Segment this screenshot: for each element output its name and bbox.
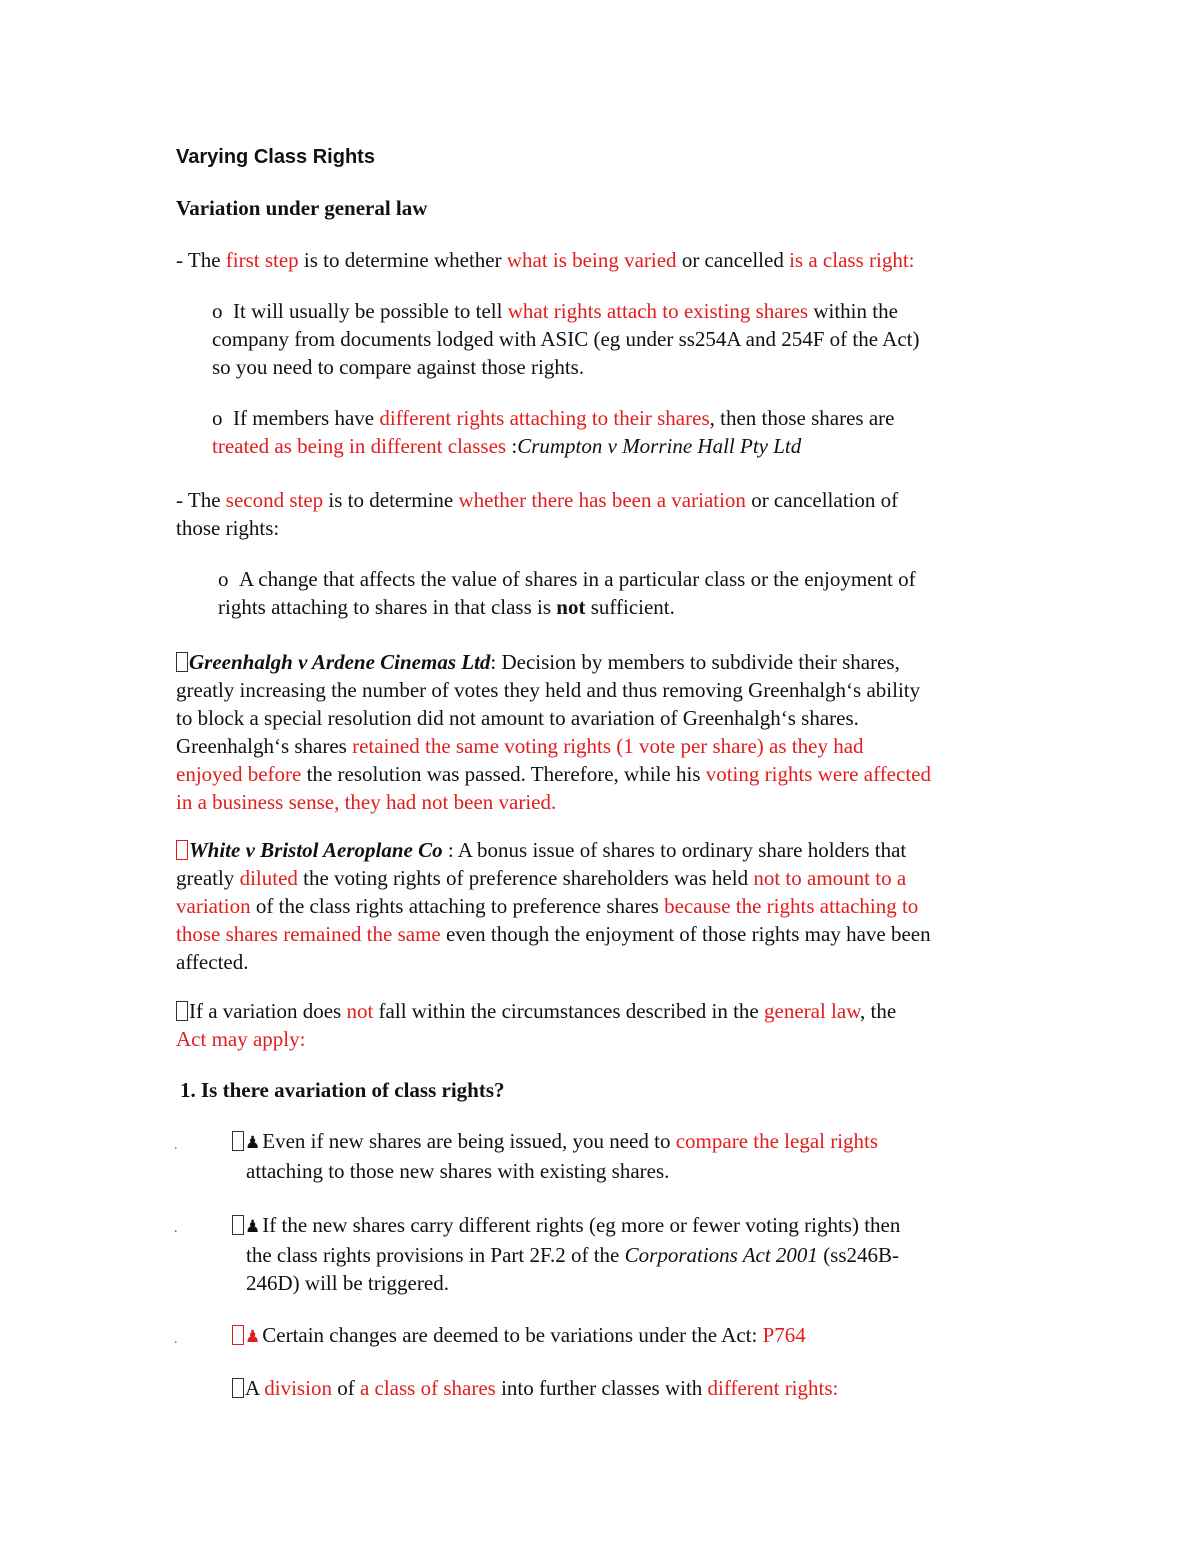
text-run: It will usually be possible to tell	[233, 299, 508, 323]
highlight-run: first step	[225, 248, 299, 272]
sub-bullet-rights-docs	[212, 297, 920, 381]
bullet-deemed-variations	[246, 1321, 806, 1351]
highlight-run: what rights attach to existing shares	[507, 299, 809, 323]
flag-bullet-icon: ♟	[245, 1217, 261, 1236]
stray-dot: .	[174, 1332, 178, 1347]
text-run: : Decision by members to subdivide their shares,	[490, 650, 900, 674]
bullet-different-rights-triggered	[246, 1211, 900, 1297]
highlight-run: compare the legal rights	[675, 1129, 879, 1153]
highlight-run: retained the same voting rights (1 vote per share) as they had	[352, 734, 864, 758]
flag-bullet-icon: ♟	[245, 1133, 261, 1152]
text-run: , then those shares are	[709, 406, 895, 430]
missing-glyph-icon	[232, 1131, 244, 1151]
text-run: :	[908, 248, 915, 272]
case-greenhalgh	[176, 648, 931, 816]
highlight-run: different rights attaching to their shares	[379, 406, 710, 430]
text-run: within the	[808, 299, 898, 323]
circle-bullet-marker: o	[218, 567, 229, 591]
text-run: - The	[176, 248, 226, 272]
text-line: those rights:	[176, 516, 280, 540]
missing-glyph-icon	[232, 1378, 244, 1398]
case-white-bristol	[176, 836, 931, 976]
text-run: :	[832, 1376, 839, 1400]
text-run: of the class rights attaching to preference shares	[250, 894, 665, 918]
highlight-run: different rights	[707, 1376, 833, 1400]
section-number: 1.	[180, 1078, 196, 1102]
text-run: : A bonus issue of shares to ordinary share holders that	[442, 838, 907, 862]
circle-bullet-marker: o	[212, 406, 223, 430]
circle-bullet-marker: o	[212, 299, 223, 323]
text-run: rights attaching to shares in that class is	[218, 595, 557, 619]
text-line: 246D) will be triggered.	[246, 1271, 449, 1295]
highlight-run: not	[346, 999, 374, 1023]
highlight-run: P764	[762, 1323, 806, 1347]
text-run: of	[331, 1376, 360, 1400]
stray-dot: .	[174, 1138, 178, 1153]
text-run: fall within the circumstances described in the	[373, 999, 765, 1023]
heading-general-law: Variation under general law	[176, 196, 428, 220]
act-may-apply-paragraph	[176, 997, 896, 1053]
step-one-paragraph	[176, 246, 915, 274]
text-run: A	[245, 1376, 265, 1400]
highlight-run: general law	[764, 999, 861, 1023]
text-run: greatly	[176, 866, 240, 890]
highlight-run: second step	[225, 488, 324, 512]
text-run: the resolution was passed. Therefore, while his	[301, 762, 706, 786]
text-run: If members have	[233, 406, 380, 430]
text-run: - The	[176, 488, 226, 512]
section-text: Is there avariation of class rights?	[195, 1078, 505, 1102]
highlight-run: a class of shares	[359, 1376, 496, 1400]
flag-bullet-icon: ♟	[245, 1327, 261, 1346]
text-run: If the new shares carry different rights (eg more or fewer voting rights) then	[262, 1213, 901, 1237]
missing-glyph-icon	[176, 1001, 188, 1021]
highlight-run: diluted	[239, 866, 298, 890]
text-line: to block a special resolution did not amount to avariation of Greenhalgh‘s shares.	[176, 706, 859, 730]
text-run: or cancellation of	[745, 488, 899, 512]
text-line: so you need to compare against those rights.	[212, 355, 585, 379]
bold-run: not	[556, 595, 586, 619]
case-name: Greenhalgh v Ardene Cinemas Ltd	[189, 650, 491, 674]
act-citation: Corporations Act 2001	[624, 1243, 818, 1267]
sub-bullet-not-sufficient	[218, 565, 916, 621]
text-run: A change that affects the value of shares in a particular class or the enjoyment of	[239, 567, 916, 591]
step-two-paragraph	[176, 486, 898, 542]
case-name: White v Bristol Aeroplane Co	[189, 838, 443, 862]
text-run: Even if new shares are being issued, you need to	[262, 1129, 676, 1153]
case-citation: Crumpton v Morrine Hall Pty Ltd	[517, 434, 802, 458]
text-line: greatly increasing the number of votes they held and thus removing Greenhalgh‘s ability	[176, 678, 921, 702]
highlight-run: division	[264, 1376, 332, 1400]
highlight-run: not to amount to a	[753, 866, 907, 890]
text-run: into further classes with	[495, 1376, 708, 1400]
missing-glyph-icon	[176, 652, 188, 672]
text-line: company from documents lodged with ASIC (eg under ss254A and 254F of the Act)	[212, 327, 920, 351]
text-run: sufficient.	[585, 595, 675, 619]
bullet-compare-legal-rights	[246, 1127, 878, 1185]
highlight-run: because the rights attaching to	[664, 894, 919, 918]
stray-dot: .	[174, 1221, 178, 1236]
text-run: or cancelled	[676, 248, 790, 272]
text-run: Certain changes are deemed to be variations under the Act:	[262, 1323, 763, 1347]
text-run: :	[506, 434, 518, 458]
text-run: is to determine	[323, 488, 459, 512]
text-run: is to determine whether	[298, 248, 507, 272]
highlight-run: enjoyed before	[176, 762, 302, 786]
highlight-line: Act may apply:	[176, 1027, 306, 1051]
bullet-division-of-class	[246, 1374, 838, 1402]
text-run: If a variation does	[189, 999, 347, 1023]
text-run: , the	[860, 999, 897, 1023]
highlight-run: voting rights were affected	[705, 762, 931, 786]
text-run: the class rights provisions in Part 2F.2 of the	[246, 1243, 625, 1267]
missing-glyph-icon	[232, 1325, 244, 1345]
highlight-run: is a class right	[789, 248, 909, 272]
missing-glyph-icon	[176, 840, 188, 860]
text-run: even though the enjoyment of those rights may have been	[440, 922, 931, 946]
highlight-line: in a business sense, they had not been varied.	[176, 790, 557, 814]
missing-glyph-icon	[232, 1215, 244, 1235]
text-line: attaching to those new shares with existing shares.	[246, 1159, 670, 1183]
text-run: the voting rights of preference shareholders was held	[297, 866, 754, 890]
highlight-run: what is being varied	[506, 248, 677, 272]
sub-bullet-different-classes	[212, 404, 894, 460]
text-run: Greenhalgh‘s shares	[176, 734, 353, 758]
text-line: affected.	[176, 950, 249, 974]
section-heading-variation	[180, 1076, 505, 1104]
highlight-run: treated as being in different classes	[212, 434, 507, 458]
highlight-run: variation	[176, 894, 251, 918]
highlight-run: those shares remained the same	[176, 922, 441, 946]
highlight-run: whether there has been a variation	[458, 488, 746, 512]
page-title: Varying Class Rights	[176, 146, 375, 168]
text-run: (ss246B-	[817, 1243, 900, 1267]
